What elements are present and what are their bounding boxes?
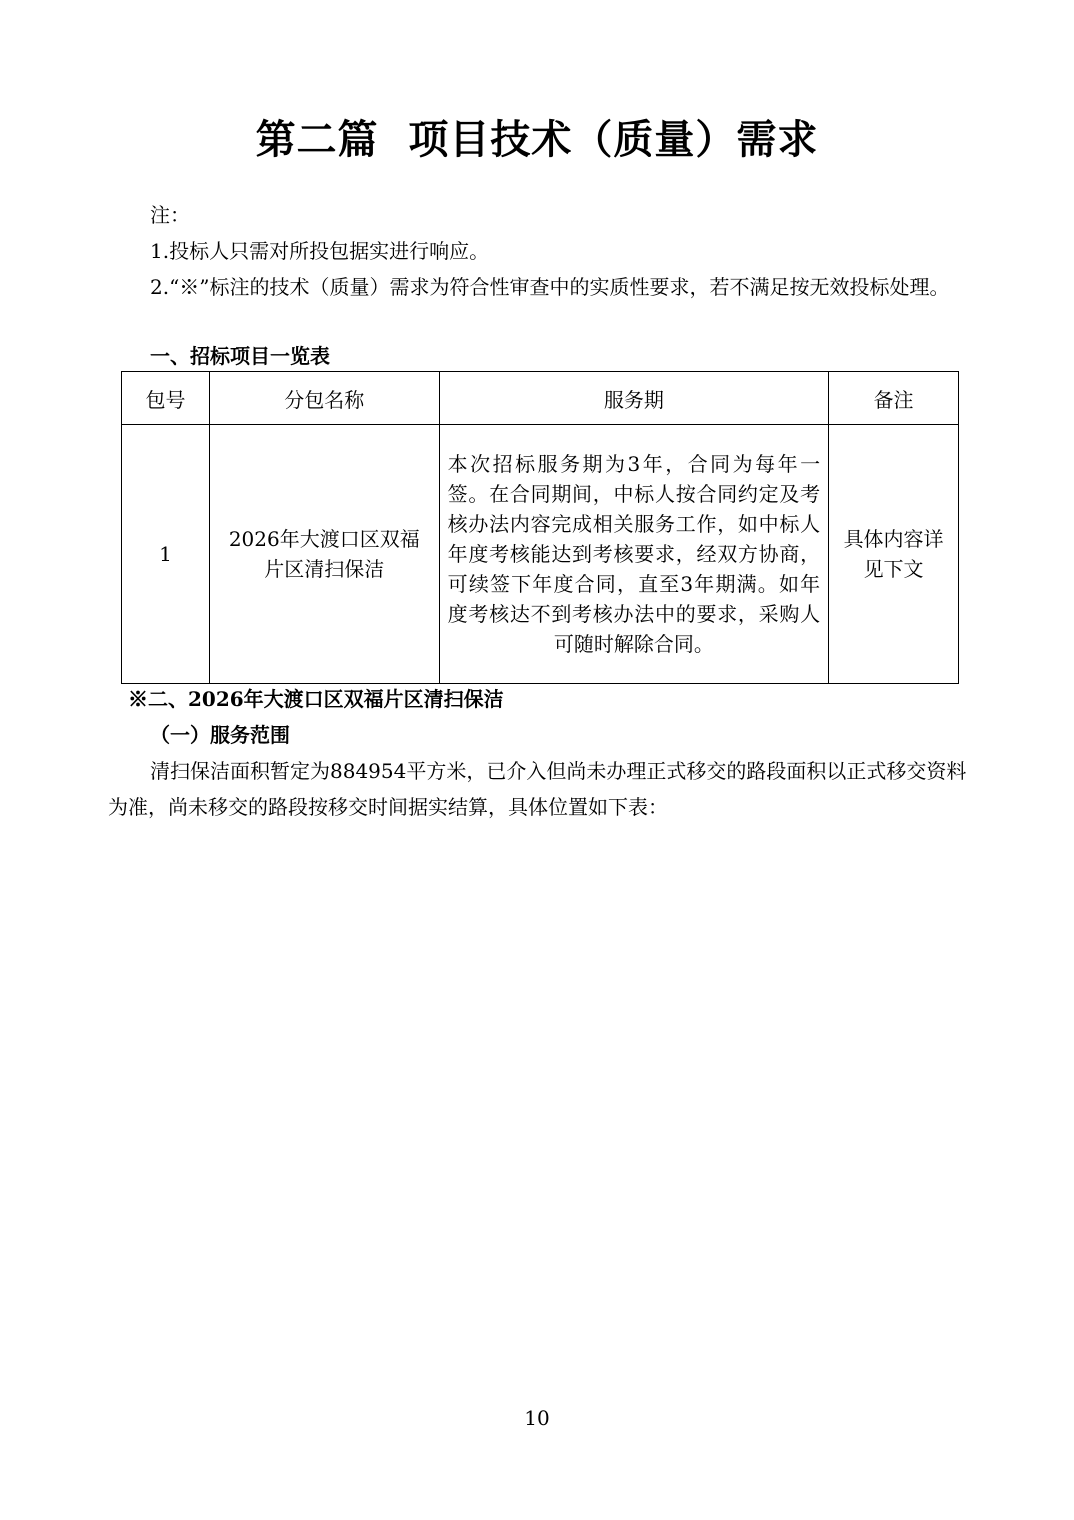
table-row <box>122 425 959 684</box>
subsection-1-body: 清扫保洁面积暂定为884954平方米，已介入但尚未办理正式移交的路段面积以正式移交资料为准，尚未移交的路段按移交时间据实结算，具体位置如下表： <box>108 759 967 819</box>
notes-heading: 注： <box>150 203 190 227</box>
project-overview-table <box>121 371 959 684</box>
subsection-1-heading: （一）服务范围 <box>150 723 290 747</box>
cell-package-no: 1 <box>122 425 210 684</box>
header-package-no: 包号 <box>122 372 210 425</box>
header-remark: 备注 <box>829 372 959 425</box>
cell-package-name: 2026年大渡口区双福片区清扫保洁 <box>209 425 439 684</box>
header-service-period: 服务期 <box>439 372 828 425</box>
note-item-1: 1.投标人只需对所投包据实进行响应。 <box>150 239 490 263</box>
note-item-2: 2.“※”标注的技术（质量）需求为符合性审查中的实质性要求，若不满足按无效投标处理。 <box>150 275 950 299</box>
table-header-row <box>122 372 959 425</box>
header-package-name: 分包名称 <box>209 372 439 425</box>
page-number: 10 <box>524 1406 550 1430</box>
section-2-heading: ※二、2026年大渡口区双福片区清扫保洁 <box>128 687 504 711</box>
section-1-heading: 一、招标项目一览表 <box>150 344 330 368</box>
page-title: 第二篇 项目技术（质量）需求 <box>255 116 819 163</box>
cell-remark: 具体内容详见下文 <box>829 425 959 684</box>
cell-service-period: 本次招标服务期为3年，合同为每年一签。在合同期间，中标人按合同约定及考核办法内容完成相关服务工作，如中标人年度考核能达到考核要求，经双方协商，可续签下年度合同，直至3年期满。如年度考核达不到考核办法中的要求，采购人可随时解除合同。 <box>439 425 828 684</box>
